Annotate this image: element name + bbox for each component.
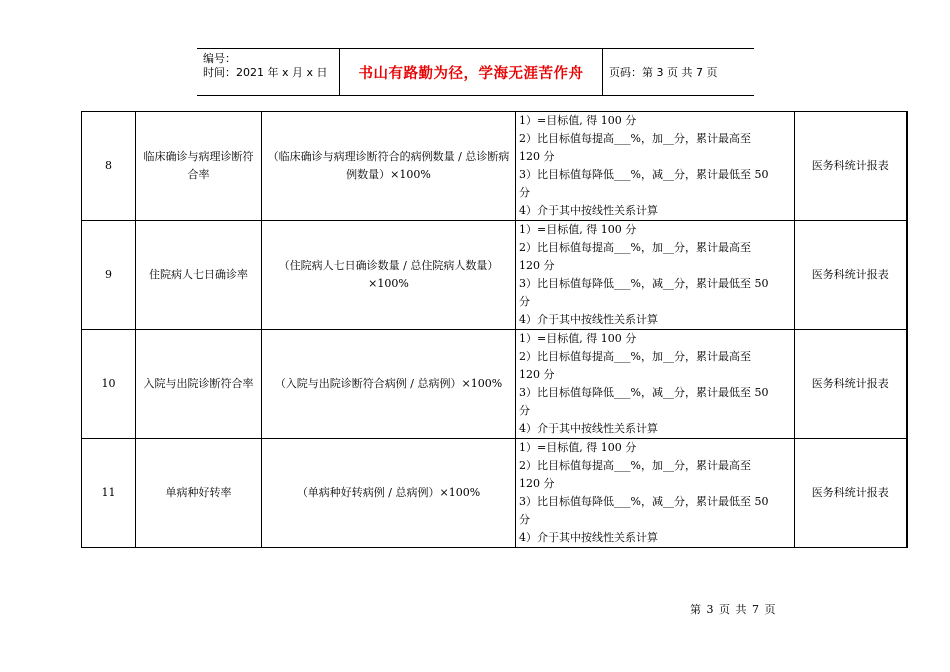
indicator-formula: （临床确诊与病理诊断符合的病例数量 / 总诊断病例数量）×100% xyxy=(262,112,516,221)
header-motto: 书山有路勤为径，学海无涯苦作舟 xyxy=(340,49,603,95)
scoring-rules xyxy=(516,330,795,439)
data-source: 医务科统计报表 xyxy=(795,439,907,548)
rule-line: 120 分 xyxy=(519,368,555,381)
table-row xyxy=(82,439,907,548)
header-meta xyxy=(197,49,340,95)
page-footer: 第 3 页 共 7 页 xyxy=(690,603,777,616)
row-number: 9 xyxy=(82,221,136,330)
rule-line: 3）比目标值每降低___%，减__分，累计最低至 50 xyxy=(519,277,769,290)
rule-line: 2）比目标值每提高___%，加__分，累计最高至 xyxy=(519,459,751,472)
scoring-rules xyxy=(516,439,795,548)
data-source: 医务科统计报表 xyxy=(795,330,907,439)
rule-line: 2）比目标值每提高___%，加__分，累计最高至 xyxy=(519,132,751,145)
indicator-name: 单病种好转率 xyxy=(136,439,262,548)
indicator-formula: （住院病人七日确诊数量 / 总住院病人数量）×100% xyxy=(262,221,516,330)
rule-line: 1）=目标值, 得 100 分 xyxy=(519,441,637,454)
rule-line: 分 xyxy=(519,513,530,526)
table-row xyxy=(82,330,907,439)
page-header xyxy=(197,48,754,96)
indicator-table xyxy=(81,111,908,548)
rule-line: 4）介于其中按线性关系计算 xyxy=(519,313,658,326)
rule-line: 120 分 xyxy=(519,259,555,272)
rule-line: 3）比目标值每降低___%，减__分，累计最低至 50 xyxy=(519,168,769,181)
rule-line: 4）介于其中按线性关系计算 xyxy=(519,204,658,217)
indicator-name: 临床确诊与病理诊断符合率 xyxy=(136,112,262,221)
row-number: 11 xyxy=(82,439,136,548)
data-source: 医务科统计报表 xyxy=(795,221,907,330)
indicator-formula: （入院与出院诊断符合病例 / 总病例）×100% xyxy=(262,330,516,439)
rule-line: 4）介于其中按线性关系计算 xyxy=(519,531,658,544)
rule-line: 分 xyxy=(519,404,530,417)
header-page-code: 页码：第 3 页 共 7 页 xyxy=(609,66,718,79)
row-number: 8 xyxy=(82,112,136,221)
rule-line: 3）比目标值每降低___%，减__分，累计最低至 50 xyxy=(519,495,769,508)
document-time-label: 时间：2021 年 x 月 x 日 xyxy=(203,66,328,79)
rule-line: 2）比目标值每提高___%，加__分，累计最高至 xyxy=(519,241,751,254)
rule-line: 分 xyxy=(519,295,530,308)
rule-line: 2）比目标值每提高___%，加__分，累计最高至 xyxy=(519,350,751,363)
rule-line: 分 xyxy=(519,186,530,199)
indicator-name: 入院与出院诊断符合率 xyxy=(136,330,262,439)
table-row xyxy=(82,221,907,330)
rule-line: 1）=目标值, 得 100 分 xyxy=(519,223,637,236)
scoring-rules xyxy=(516,221,795,330)
indicator-formula: （单病种好转病例 / 总病例）×100% xyxy=(262,439,516,548)
rule-line: 120 分 xyxy=(519,477,555,490)
indicator-name: 住院病人七日确诊率 xyxy=(136,221,262,330)
scoring-rules xyxy=(516,112,795,221)
row-number: 10 xyxy=(82,330,136,439)
rule-line: 4）介于其中按线性关系计算 xyxy=(519,422,658,435)
data-source: 医务科统计报表 xyxy=(795,112,907,221)
rule-line: 1）=目标值, 得 100 分 xyxy=(519,332,637,345)
rule-line: 120 分 xyxy=(519,150,555,163)
rule-line: 1）=目标值, 得 100 分 xyxy=(519,114,637,127)
document-number-label: 编号： xyxy=(203,52,236,65)
rule-line: 3）比目标值每降低___%，减__分，累计最低至 50 xyxy=(519,386,769,399)
table-row xyxy=(82,112,907,221)
